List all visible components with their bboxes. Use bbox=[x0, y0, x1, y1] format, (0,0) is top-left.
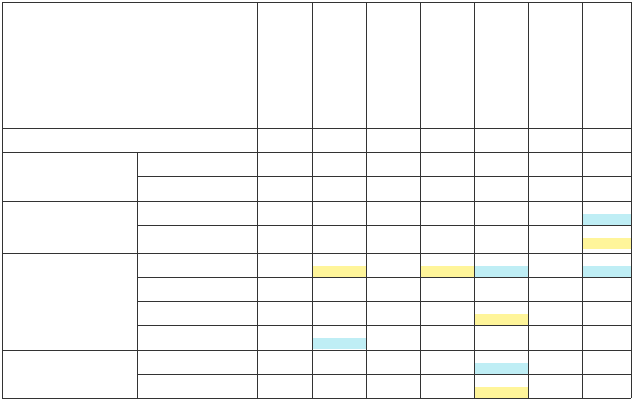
column-rule bbox=[420, 2, 421, 398]
row-rule bbox=[137, 301, 631, 302]
right-border bbox=[631, 2, 632, 398]
highlight-cell bbox=[475, 387, 528, 398]
highlight-cell bbox=[583, 266, 631, 277]
column-rule bbox=[528, 2, 529, 398]
row-rule bbox=[2, 350, 631, 351]
row-rule bbox=[2, 253, 631, 254]
row-rule bbox=[2, 152, 631, 153]
highlight-cell bbox=[313, 266, 366, 277]
column-rule bbox=[582, 2, 583, 398]
highlight-cell bbox=[421, 266, 474, 277]
bottom-border bbox=[2, 398, 631, 399]
top-border bbox=[2, 2, 631, 3]
left-border bbox=[2, 2, 3, 398]
column-rule bbox=[257, 2, 258, 398]
highlight-cell bbox=[475, 314, 528, 325]
row-rule bbox=[137, 325, 631, 326]
highlight-cell bbox=[583, 238, 631, 249]
column-rule bbox=[312, 2, 313, 398]
column-rule bbox=[366, 2, 367, 398]
highlight-cell bbox=[475, 363, 528, 374]
row-rule bbox=[137, 374, 631, 375]
row-rule bbox=[2, 201, 631, 202]
highlight-cell bbox=[313, 338, 366, 349]
sub-label-divider bbox=[137, 152, 138, 398]
highlight-cell bbox=[583, 214, 631, 225]
highlight-cell bbox=[475, 266, 528, 277]
header-bottom-rule bbox=[2, 128, 631, 129]
row-rule bbox=[137, 277, 631, 278]
row-rule bbox=[137, 176, 631, 177]
column-rule bbox=[474, 2, 475, 398]
row-rule bbox=[137, 225, 631, 226]
